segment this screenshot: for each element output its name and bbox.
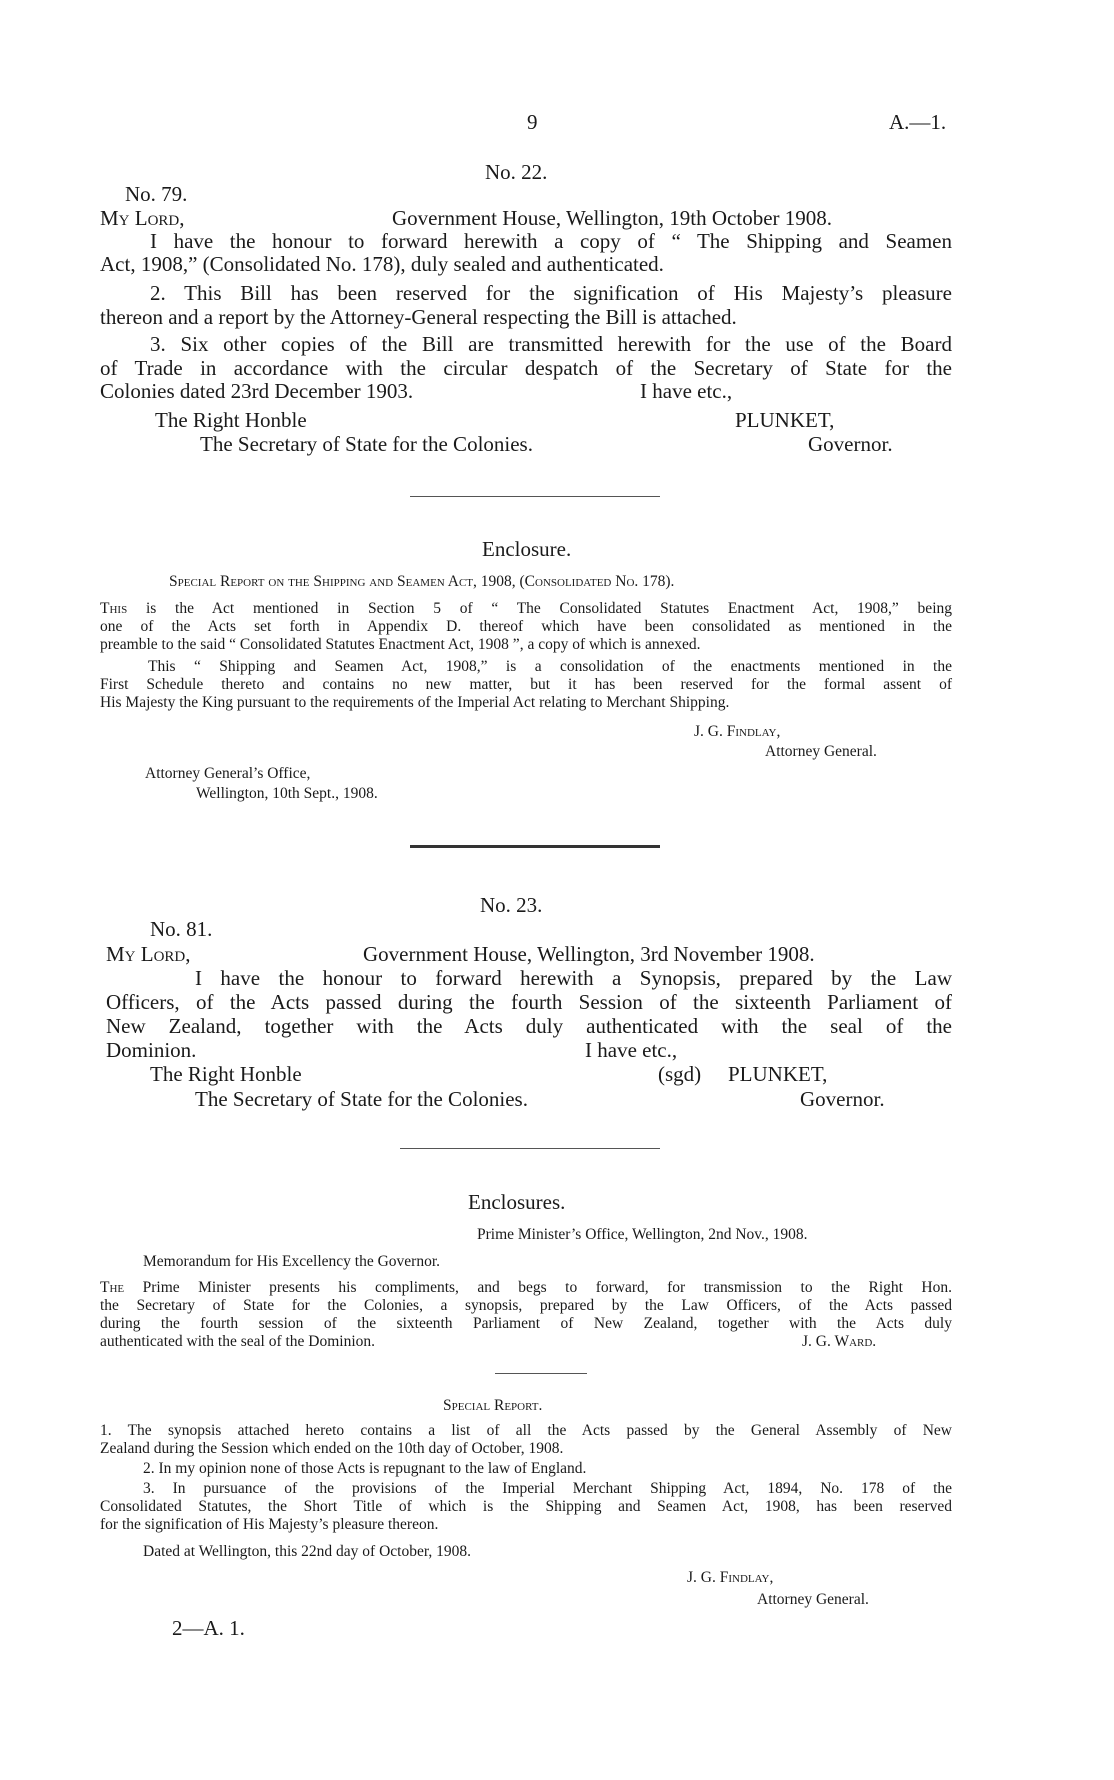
short-divider bbox=[495, 1373, 587, 1374]
enclosure-heading: Enclosure. bbox=[482, 537, 572, 561]
addressee-title-23: The Secretary of State for the Colonies. bbox=[195, 1087, 528, 1111]
report-item1-line1-text: synopsis attached hereto contains a list of all the Acts passed by the General Assembly of New bbox=[167, 1422, 953, 1439]
doc22-para2-line2: thereon and a report by the Attorney-General respecting the Bill is attached. bbox=[100, 305, 737, 329]
closing-22: I have etc., bbox=[640, 379, 733, 403]
enclosure-p1-line3: preamble to the said “ Consolidated Statutes Enactment Act, 1908 ”, a copy of which is annexed. bbox=[100, 636, 701, 653]
report-item3-line1: 3. In pursuance of the provisions of the Imperial Merchant Shipping Act, 1894, No. 178 of the bbox=[143, 1480, 952, 1497]
report-signatory: J. G. Findlay, bbox=[687, 1569, 774, 1586]
enclosure-p1-line1-text: is the Act mentioned in Section 5 of “ The Consolidated Statutes Enactment Act, 1908,” being bbox=[145, 600, 952, 617]
memo-line1 bbox=[100, 1279, 952, 1297]
closing-23: I have etc., bbox=[585, 1038, 678, 1062]
memo-lead: The bbox=[100, 1279, 125, 1296]
enclosure-p1-line2: one of the Acts set forth in Appendix D. thereof which have been consolidated as mentioned in the bbox=[100, 618, 952, 635]
enclosure-office-date: Wellington, 10th Sept., 1908. bbox=[196, 785, 378, 802]
despatch-heading-22: No. 22. bbox=[485, 160, 548, 184]
doc22-para1-line1: I have the honour to forward herewith a copy of “ The Shipping and Seamen bbox=[150, 229, 952, 253]
doc22-para3-line1: 3. Six other copies of the Bill are transmitted herewith for the use of the Board bbox=[150, 332, 952, 356]
enclosure-office: Attorney General’s Office, bbox=[145, 765, 311, 782]
report-item3-line3: for the signification of His Majesty’s pleasure thereon. bbox=[100, 1516, 439, 1533]
signatory-title-23: Governor. bbox=[800, 1087, 885, 1111]
enclosure-p1-line1 bbox=[100, 600, 952, 618]
despatch-heading-23: No. 23. bbox=[480, 893, 543, 917]
memo-signatory: J. G. Ward. bbox=[802, 1333, 877, 1350]
sgd-mark: (sgd) bbox=[658, 1062, 702, 1086]
signatory-title-22: Governor. bbox=[808, 432, 893, 456]
enclosure-title: Special Report on the Shipping and Seamen Act, 1908, (Consolidated No. 178). bbox=[169, 573, 675, 590]
page-number: 9 bbox=[527, 110, 538, 134]
report-item1-lead: 1. The bbox=[100, 1422, 152, 1439]
doc22-para3-line3: Colonies dated 23rd December 1903. bbox=[100, 379, 414, 403]
report-item2: 2. In my opinion none of those Acts is repugnant to the law of England. bbox=[143, 1460, 587, 1477]
place-date-23: Government House, Wellington, 3rd November 1908. bbox=[363, 942, 815, 966]
memo-line1-text: Prime Minister presents his compliments, and begs to forward, for transmission to the Right Hon. bbox=[142, 1279, 952, 1296]
doc23-para1-line3: New Zealand, together with the Acts duly authenticated with the seal of the bbox=[106, 1014, 952, 1038]
enclosure-signatory: J. G. Findlay, bbox=[694, 723, 781, 740]
report-item1-line2: Zealand during the Session which ended on the 10th day of October, 1908. bbox=[100, 1440, 564, 1457]
addressee-title-22: The Secretary of State for the Colonies. bbox=[200, 432, 533, 456]
report-item3-line2: Consolidated Statutes, the Short Title of which is the Shipping and Seamen Act, 1908, has been reserved bbox=[100, 1498, 952, 1515]
special-report-heading: Special Report. bbox=[443, 1397, 543, 1414]
enclosure-p2-line2: First Schedule thereto and contains no new matter, but it has been reserved for the formal assent of bbox=[100, 676, 952, 693]
page-reference: A.—1. bbox=[889, 110, 947, 134]
doc22-para1-line2: Act, 1908,” (Consolidated No. 178), duly sealed and authenticated. bbox=[100, 252, 664, 276]
addressee-22: The Right Honble bbox=[155, 408, 307, 432]
despatch-number-81: No. 81. bbox=[150, 917, 213, 941]
major-divider bbox=[410, 845, 660, 848]
doc22-para3-line2: of Trade in accordance with the circular despatch of the Secretary of State for the bbox=[100, 356, 952, 380]
enclosure-p1-lead: This bbox=[100, 600, 128, 617]
signature-mark: 2—A. 1. bbox=[172, 1616, 245, 1640]
signatory-23: PLUNKET, bbox=[728, 1062, 828, 1086]
memo-line3: during the fourth session of the sixteenth Parliament of New Zealand, together with the Acts duly bbox=[100, 1315, 952, 1332]
addressee-23: The Right Honble bbox=[150, 1062, 302, 1086]
memo-line4: authenticated with the seal of the Dominion. bbox=[100, 1333, 376, 1350]
doc22-para2-line1: 2. This Bill has been reserved for the signification of His Majesty’s pleasure bbox=[150, 281, 952, 305]
doc23-para1-line1: I have the honour to forward herewith a Synopsis, prepared by the Law bbox=[195, 966, 952, 990]
enclosures-office-date: Prime Minister’s Office, Wellington, 2nd Nov., 1908. bbox=[477, 1226, 808, 1243]
salutation-23: My Lord, bbox=[106, 942, 191, 966]
place-date-22: Government House, Wellington, 19th October 1908. bbox=[392, 206, 833, 230]
enclosure-signatory-title: Attorney General. bbox=[765, 743, 877, 760]
report-dated: Dated at Wellington, this 22nd day of October, 1908. bbox=[143, 1543, 472, 1560]
section-divider bbox=[410, 496, 660, 497]
report-signatory-title: Attorney General. bbox=[757, 1591, 869, 1608]
doc23-para1-line2: Officers, of the Acts passed during the fourth Session of the sixteenth Parliament of bbox=[106, 990, 952, 1014]
salutation-22: My Lord, bbox=[100, 206, 185, 230]
despatch-number-79: No. 79. bbox=[125, 182, 188, 206]
memo-title: Memorandum for His Excellency the Governor. bbox=[143, 1253, 440, 1270]
doc23-para1-line4: Dominion. bbox=[106, 1038, 197, 1062]
signatory-22: PLUNKET, bbox=[735, 408, 835, 432]
enclosures-heading: Enclosures. bbox=[468, 1190, 566, 1214]
report-item1-line1 bbox=[100, 1422, 952, 1440]
enclosure-p2-line1: This “ Shipping and Seamen Act, 1908,” is a consolidation of the enactments mentioned in the bbox=[148, 658, 952, 675]
memo-line2: the Secretary of State for the Colonies, a synopsis, prepared by the Law Officers, of the Acts passed bbox=[100, 1297, 952, 1314]
enclosure-p2-line3: His Majesty the King pursuant to the requirements of the Imperial Act relating to Merchant Shipping. bbox=[100, 694, 730, 711]
section-divider bbox=[400, 1148, 660, 1149]
